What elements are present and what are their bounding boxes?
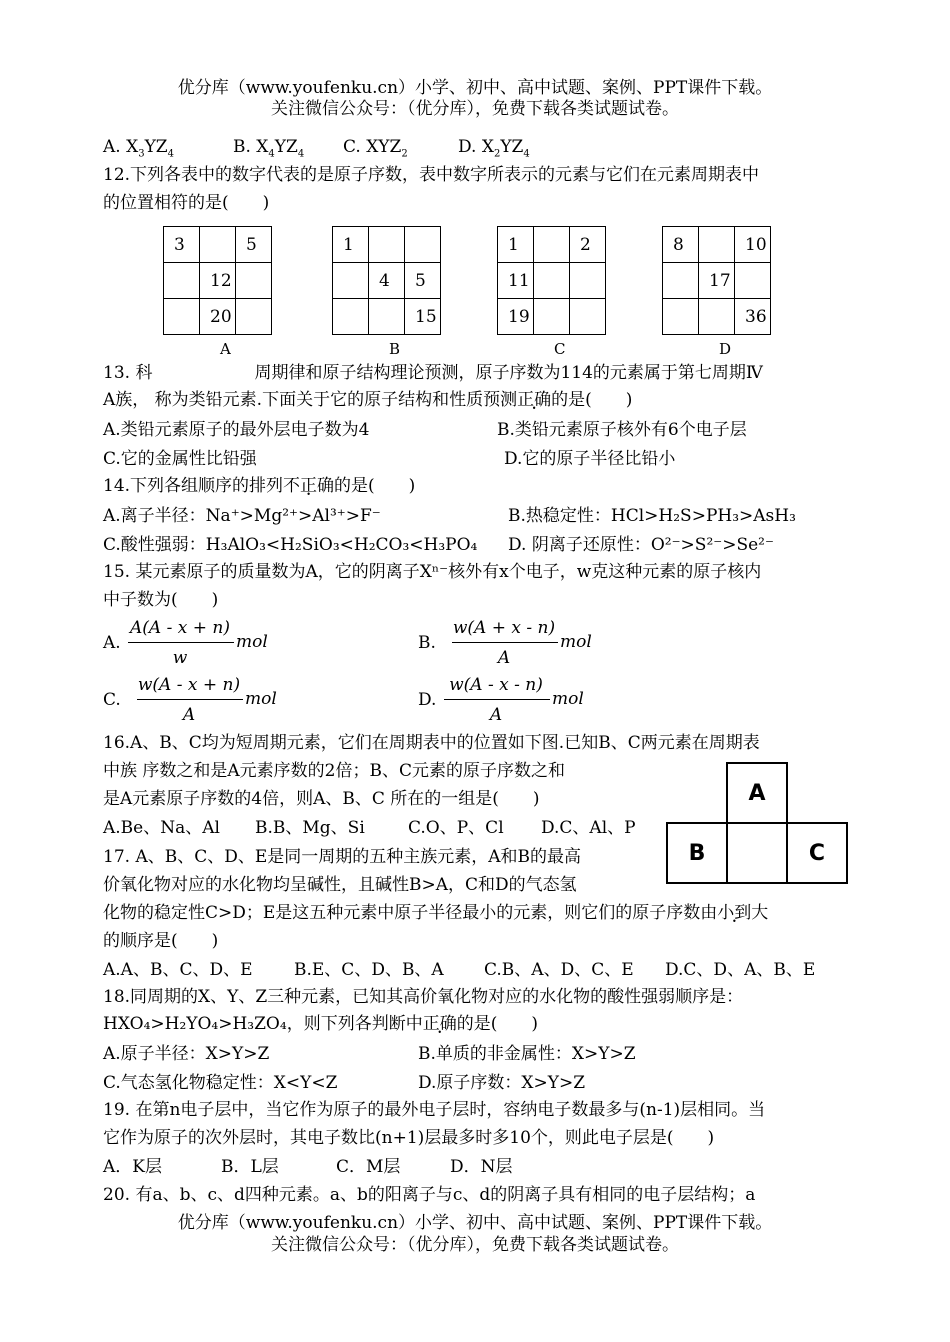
q13-option-d: D.它的原子半径比铅小: [504, 449, 676, 469]
q14-option-c: C.酸性强弱：H₃AlO₃<H₂SiO₃<H₂CO₃<H₃PO₄: [103, 535, 478, 555]
q18-text-2: HXO₄>H₂YO₄>H₃ZO₄，则下列各判断中正确的是( ): [103, 1014, 538, 1034]
table-cell: 20: [200, 299, 236, 335]
table-cell: 15: [405, 299, 441, 335]
q12-text-2: 的位置相符的是( ): [103, 193, 270, 213]
table-cell: [534, 299, 570, 335]
q14-option-a: A.离子半径：Na⁺>Mg²⁺>Al³⁺>F⁻: [103, 506, 381, 526]
q12-table-c-label: C: [554, 340, 566, 358]
table-cell: [699, 227, 735, 263]
table-cell: 3: [164, 227, 200, 263]
q19-text-2: 它作为原子的次外层时，其电子数比(n+1)层最多时多10个，则此电子层是( ): [103, 1128, 715, 1148]
q17-option-a: A.A、B、C、D、E: [103, 960, 253, 980]
table-cell: [164, 263, 200, 299]
q15-option-b-label: B.: [418, 633, 436, 653]
table-cell: [735, 263, 771, 299]
q18-option-b: B.单质的非金属性：X>Y>Z: [418, 1044, 636, 1064]
q17-text-1: 17. A、B、C、D、E是同一周期的五种主族元素，A和B的最高: [103, 847, 582, 867]
table-cell: 5: [236, 227, 272, 263]
q14-option-d: D. 阴离子还原性：O²⁻>S²⁻>Se²⁻: [508, 535, 774, 555]
table-cell: [570, 263, 606, 299]
table-cell: 1: [333, 227, 369, 263]
q16-text-2: 中族 序数之和是A元素序数的2倍；B、C元素的原子序数之和: [103, 761, 565, 781]
table-cell: [663, 263, 699, 299]
q12-table-d-label: D: [719, 340, 732, 358]
q13-option-b: B.类铅元素原子核外有6个电子层: [497, 420, 747, 440]
footer-line-2: 关注微信公众号：（优分库），免费下载各类试题试卷。: [271, 1235, 679, 1255]
q17-emphasis: 由小到大: [700, 903, 769, 923]
q15-text-2: 中子数为( ): [103, 590, 219, 610]
q15-option-a-fraction: A(A - x + n) w mol: [124, 618, 274, 670]
table-cell: [333, 299, 369, 335]
q15-option-c-label: C.: [103, 690, 121, 710]
table-cell: 8: [663, 227, 699, 263]
q16-option-a: A.Be、Na、Al: [103, 818, 220, 838]
q19-option-a: A．K层: [103, 1157, 162, 1177]
q16-diagram-cell-b: B: [666, 822, 728, 884]
q12-table-a: [163, 226, 272, 335]
q11-option-b: B. $X_4YZ_4$: [233, 137, 305, 160]
table-cell: [570, 299, 606, 335]
table-cell: [369, 227, 405, 263]
table-cell: 11: [498, 263, 534, 299]
table-cell: 10: [735, 227, 771, 263]
table-cell: [236, 263, 272, 299]
q18-text-1: 18.同周期的X、Y、Z三种元素，已知其高价氧化物对应的水化物的酸性强弱顺序是：: [103, 987, 744, 1007]
q12-table-b-label: B: [389, 340, 401, 358]
table-cell: [236, 299, 272, 335]
q15-option-d-label: D.: [418, 690, 437, 710]
table-cell: [534, 263, 570, 299]
q15-option-a-label: A.: [103, 633, 121, 653]
table-cell: 4: [369, 263, 405, 299]
q13-emphasis: 正确: [517, 390, 552, 410]
table-cell: [405, 227, 441, 263]
q17-option-b: B.E、C、D、B、A: [294, 960, 444, 980]
q19-option-c: C．M层: [336, 1157, 401, 1177]
q18-option-a: A.原子半径：X>Y>Z: [103, 1044, 270, 1064]
table-cell: [333, 263, 369, 299]
q19-option-b: B．L层: [221, 1157, 279, 1177]
q17-text-2: 价氧化物对应的水化物均呈碱性，且碱性B>A，C和D的气态氢: [103, 875, 577, 895]
q11-option-d: D. $X_2YZ_4$: [458, 137, 530, 160]
q16-option-d: D.C、Al、P: [541, 818, 636, 838]
q16-option-c: C.O、P、Cl: [408, 818, 504, 838]
q17-text-4: 的顺序是( ): [103, 931, 219, 951]
q15-option-d-fraction: w(A - x - n) A mol: [440, 675, 590, 727]
q14-text: 14.下列各组顺序的排列不正确的是( ): [103, 476, 416, 496]
q13-text-2: A族， 称为类铅元素.下面关于它的原子结构和性质预测正确的是( ): [103, 390, 633, 410]
q13-option-c: C.它的金属性比铅强: [103, 449, 257, 469]
q13-text-1: 13. 科 周期律和原子结构理论预测，原子序数为114的元素属于第七周期Ⅳ: [103, 363, 763, 383]
table-cell: [200, 227, 236, 263]
q12-table-c: [497, 226, 606, 335]
table-cell: [369, 299, 405, 335]
q11-option-c: C. $XYZ_2$: [343, 137, 408, 160]
table-cell: 17: [699, 263, 735, 299]
q18-option-d: D.原子序数：X>Y>Z: [418, 1073, 586, 1093]
q15-option-b-fraction: w(A + x - n) A mol: [452, 618, 592, 668]
q20-text-1: 20. 有a、b、c、d四种元素。a、b的阳离子与c、d的阴离子具有相同的电子层结构；a: [103, 1185, 756, 1205]
q17-option-c: C.B、A、D、C、E: [484, 960, 634, 980]
q18-emphasis: 正确: [422, 1014, 457, 1034]
table-cell: 2: [570, 227, 606, 263]
q17-option-d: D.C、D、A、B、E: [665, 960, 816, 980]
table-cell: 36: [735, 299, 771, 335]
q12-text-1: 12.下列各表中的数字代表的是原子序数，表中数字所表示的元素与它们在元素周期表中: [103, 165, 760, 185]
q12-table-b: [332, 226, 441, 335]
q15-option-c-fraction: w(A - x + n) A mol: [137, 675, 277, 725]
q17-text-3: 化物的稳定性C>D；E是这五种元素中原子半径最小的元素，则它们的原子序数由小到大: [103, 903, 769, 923]
q16-diagram-cell-middle: [726, 822, 788, 884]
table-cell: 1: [498, 227, 534, 263]
q15-text-1: 15. 某元素原子的质量数为A，它的阴离子Xⁿ⁻核外有x个电子，w克这种元素的原子核内: [103, 562, 762, 582]
header-line-1: 优分库（www.youfenku.cn）小学、初中、高中试题、案例、PPT课件下载。: [177, 78, 773, 98]
q13-option-a: A.类铅元素原子的最外层电子数为4: [103, 420, 370, 440]
footer-line-1: 优分库（www.youfenku.cn）小学、初中、高中试题、案例、PPT课件下载。: [177, 1213, 773, 1233]
q14-emphasis: 不正确: [283, 476, 335, 496]
q12-table-d: [662, 226, 771, 335]
table-cell: [663, 299, 699, 335]
q18-option-c: C.气态氢化物稳定性：X<Y<Z: [103, 1073, 338, 1093]
table-cell: [164, 299, 200, 335]
table-cell: 12: [200, 263, 236, 299]
q11-option-a: A. $X_3YZ_4$: [103, 137, 174, 160]
q16-option-b: B.B、Mg、Si: [255, 818, 365, 838]
q12-table-a-label: A: [220, 340, 231, 358]
table-cell: [699, 299, 735, 335]
header-line-2: 关注微信公众号：（优分库），免费下载各类试题试卷。: [271, 99, 679, 119]
q16-diagram-cell-c: C: [786, 822, 848, 884]
q14-option-b: B.热稳定性：HCl>H₂S>PH₃>AsH₃: [508, 506, 796, 526]
q16-diagram-cell-a: A: [726, 762, 788, 824]
table-cell: [534, 227, 570, 263]
q16-text-1: 16.A、B、C均为短周期元素，它们在周期表中的位置如下图.已知B、C两元素在周期表: [103, 733, 760, 753]
table-cell: 5: [405, 263, 441, 299]
table-cell: 19: [498, 299, 534, 335]
q16-text-3: 是A元素原子序数的4倍，则A、B、C 所在的一组是( ): [103, 789, 540, 809]
q19-option-d: D．N层: [450, 1157, 513, 1177]
q19-text-1: 19. 在第n电子层中，当它作为原子的最外电子层时，容纳电子数最多与(n-1)层相同。当: [103, 1100, 766, 1120]
